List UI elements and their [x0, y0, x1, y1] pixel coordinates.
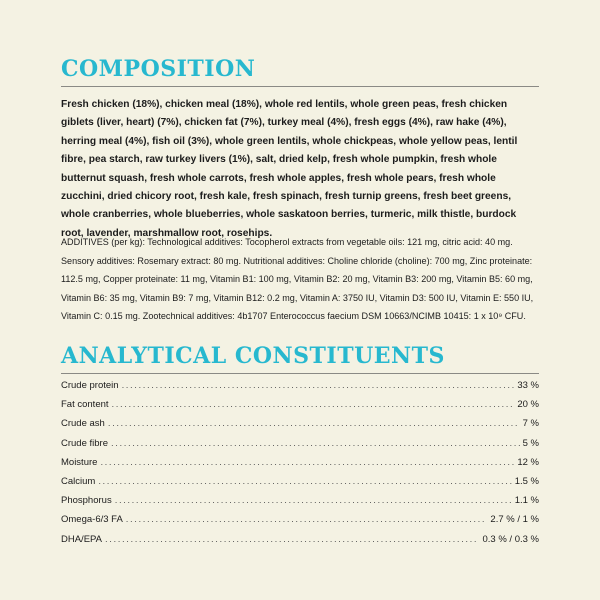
dot-leader — [126, 514, 488, 525]
dot-leader — [98, 476, 511, 487]
constituent-value: 1.1 % — [514, 495, 539, 507]
constituent-value: 33 % — [517, 380, 539, 391]
constituent-label: Fat content — [61, 399, 109, 411]
constituent-value: 2.7 % / 1 % — [490, 514, 539, 526]
constituent-row — [61, 438, 539, 457]
constituent-label: Calcium — [61, 475, 96, 487]
constituent-label: Crude fibre — [61, 437, 108, 449]
composition-heading: COMPOSITION — [61, 56, 256, 82]
dot-leader — [105, 534, 479, 545]
dot-leader — [100, 457, 514, 468]
constituent-value: 0.3 % / 0.3 % — [482, 533, 539, 545]
dot-leader — [112, 399, 515, 410]
constituent-row — [61, 534, 539, 553]
constituent-row — [61, 418, 539, 437]
constituent-row — [61, 514, 539, 533]
divider — [61, 373, 539, 374]
constituent-value: 5 % — [522, 437, 539, 449]
ingredients-text: Fresh chicken (18%), chicken meal (18%), whole red lentils, whole green peas, fresh chicken giblets (liver, heart) (7%), chicken fat (7%), turkey meal (4%), fresh eggs (4%), raw hake (4%), herring meal (4%), fish oil (3%), whole green lentils, whole chickpeas, whole yellow peas, lentil fibre, pea starch, raw turkey livers (1%), salt, dried kelp, fresh whole pumpkin, fresh whole butternut squash, fresh whole carrots, fresh whole apples, fresh whole pears, fresh whole zucchini, dried chicory root, fresh kale, fresh spinach, fresh turnip greens, fresh beet greens, whole cranberries, whole blueberries, whole saskatoon berries, turmeric, milk thistle, burdock root, lavender, marshmallow root, rosehips. — [61, 99, 518, 239]
constituent-value: 1.5 % — [514, 475, 539, 487]
constituent-label: Omega-6/3 FA — [61, 514, 123, 526]
constituent-row — [61, 399, 539, 418]
constituent-label: DHA/EPA — [61, 533, 103, 545]
constituent-label: Moisture — [61, 456, 98, 468]
constituent-label: Crude ash — [61, 418, 105, 430]
constituent-value: 12 % — [517, 456, 539, 468]
constituent-value: 7 % — [522, 418, 539, 430]
constituent-label: Phosphorus — [61, 495, 112, 507]
dot-leader — [122, 380, 515, 391]
divider — [61, 86, 539, 87]
constituent-label: Crude protein — [61, 380, 119, 391]
constituent-value: 20 % — [517, 399, 539, 411]
constituent-row — [61, 457, 539, 476]
constituent-row — [61, 476, 539, 495]
additives-text: ADDITIVES (per kg): Technological additives: Tocopherol extracts from vegetable oils: 121 mg, citric acid: 40 mg. Sensory additives: Rosemary extract: 80 mg. Nutritional additives: Choline chloride (choline): 700 mg, Zinc proteinate: 112.5 mg, Copper proteinate: 11 mg, Vitamin B1: 100 mg, Vitamin B2: 20 mg, Vitamin B3: 200 mg, Vitamin B5: 60 mg, Vitamin B6: 35 mg, Vitamin B9: 7 mg, Vitamin B12: 0.2 mg, Vitamin A: 3750 IU, Vitamin D3: 500 IU, Vitamin E: 550 IU, Vitamin C: 0.15 mg. Zootechnical additives: 4b1707 Enterococcus faecium DSM 10663/NCIMB 10415: 1 x 10⁹ CFU. — [61, 237, 534, 322]
dot-leader — [108, 418, 520, 429]
constituents-list — [61, 380, 539, 553]
constituent-row — [61, 380, 539, 399]
constituent-row — [61, 495, 539, 514]
analytical-constituents-heading: ANALYTICAL CONSTITUENTS — [61, 343, 445, 369]
dot-leader — [111, 438, 520, 449]
dot-leader — [115, 495, 512, 506]
